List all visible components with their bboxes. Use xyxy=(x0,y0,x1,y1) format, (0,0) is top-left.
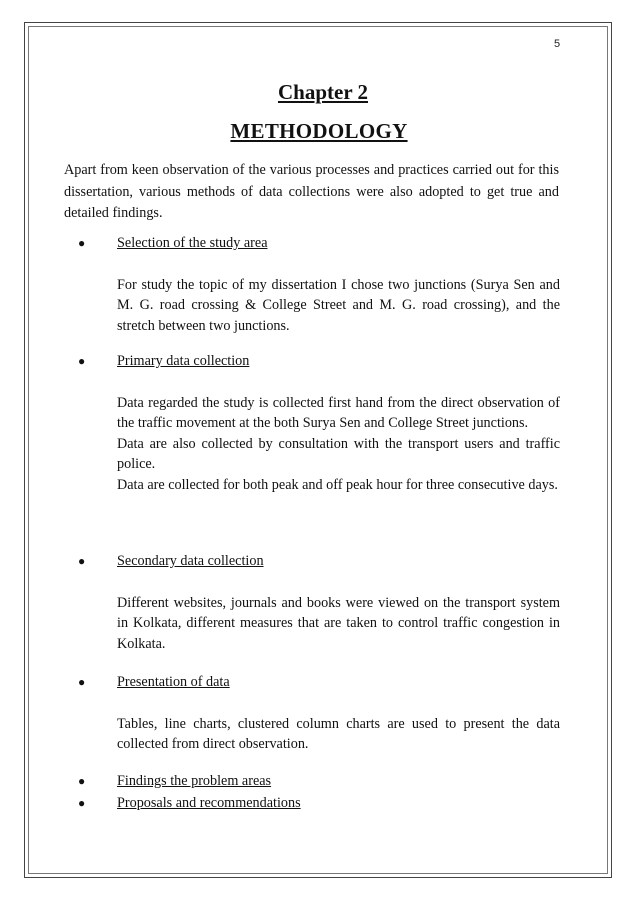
section-findings xyxy=(78,771,560,792)
page-title-text: METHODOLOGY xyxy=(230,119,408,143)
section-secondary-data xyxy=(78,551,560,654)
section-paragraph: For study the topic of my dissertation I chose two junctions (Surya Sen and M. G. road crossing & College Street and M. G. road crossing), and the stretch between two junctions. xyxy=(117,276,560,334)
page-number: 5 xyxy=(554,38,561,50)
section-paragraph: Tables, line charts, clustered column charts are used to present the data collected from direct observation. xyxy=(117,715,560,752)
section-body xyxy=(97,275,560,337)
bullet-icon: ● xyxy=(78,554,86,568)
section-title: Proposals and recommendations xyxy=(117,795,301,811)
section-study-area xyxy=(78,233,560,336)
bullet-icon: ● xyxy=(78,774,86,788)
bullet-icon: ● xyxy=(78,236,86,250)
section-paragraph: Data regarded the study is collected first hand from the direct observation of the traffic movement at the both Surya Sen and College Street junctions. xyxy=(117,394,560,431)
chapter-label xyxy=(0,80,638,105)
section-title: Presentation of data xyxy=(117,674,230,690)
section-paragraph: Data are also collected by consultation with the transport users and traffic police. xyxy=(117,435,560,472)
section-body xyxy=(97,393,560,496)
bullet-icon: ● xyxy=(78,675,86,689)
section-title: Primary data collection xyxy=(117,353,250,369)
section-primary-data xyxy=(78,351,560,495)
section-title: Findings the problem areas xyxy=(117,773,272,789)
bullet-icon: ● xyxy=(78,354,86,368)
section-title: Selection of the study area xyxy=(117,235,268,251)
page-title xyxy=(0,119,638,144)
section-title: Secondary data collection xyxy=(117,553,264,569)
section-body xyxy=(97,593,560,655)
bullet-icon: ● xyxy=(78,796,86,810)
section-paragraph: Different websites, journals and books were viewed on the transport system in Kolkata, different measures that are taken to control traffic congestion in Kolkata. xyxy=(117,594,560,652)
section-paragraph: Data are collected for both peak and off peak hour for three consecutive days. xyxy=(117,476,558,493)
chapter-label-text: Chapter 2 xyxy=(277,80,369,104)
section-proposals xyxy=(78,793,560,814)
section-body xyxy=(97,714,560,755)
intro-paragraph: Apart from keen observation of the various processes and practices carried out for this dissertation, various methods of data collections were also adopted to get true and detailed findings. xyxy=(64,162,559,221)
section-presentation xyxy=(78,672,560,755)
